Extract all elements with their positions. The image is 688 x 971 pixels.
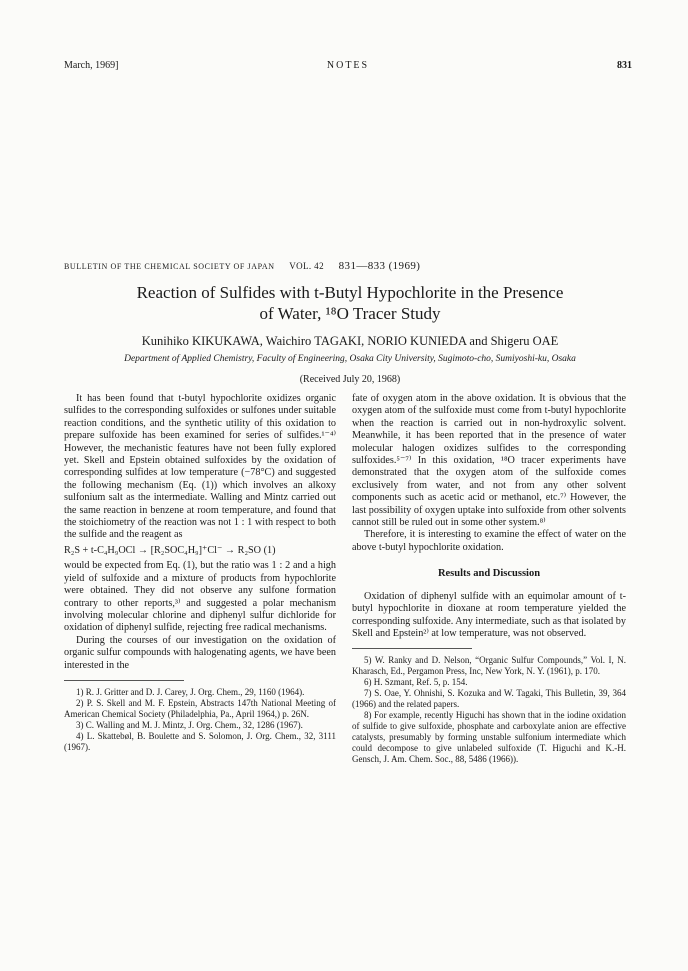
footnotes-right [352,655,626,765]
paragraph: would be expected from Eq. (1), but the ratio was 1 : 2 and a high yield of sulfoxide and a mixture of products from hypochlorite were obtained. They did not observe any sulfone formation contrary to other reports,³⁾ and suggested a polar mechanism involving molecular chlorine and diphenyl sulfur dichloride for oxidation of diphenyl sulfide, rejecting free radical mechanisms. [64,560,336,634]
equation-1: R₂S + t-C₄H₉OCl → [R₂SOC₄H₉]⁺Cl⁻ → R₂SO (1) [64,544,276,556]
journal-citation-line [64,260,644,272]
footnotes-left [64,687,336,753]
running-head-section: NOTES [326,60,370,71]
footnote: 1) R. J. Gritter and D. J. Carey, J. Org. Chem., 29, 1160 (1964). [76,686,305,697]
footnote: 7) S. Oae, Y. Ohnishi, S. Kozuka and W. Tagaki, This Bulletin, 39, 364 (1966) and the related papers. [352,688,626,710]
footnote: 8) For example, recently Higuchi has shown that in the iodine oxidation of sulfide to give sulfoxide, phosphate and carboxylate anion are effective catalysts, presumably by forming unstable sulfonium intermediate which could decompose to give unlabeled sulfoxide (T. Higuchi and K.-H. Gensch, J. Am. Chem. Soc., 88, 5486 (1966)). [352,710,626,765]
journal-pages: 831—833 (1969) [338,260,421,272]
paragraph: It has been found that t-butyl hypochlorite oxidizes organic sulfides to the corresponding sulfoxides or sulfones under suitable reaction conditions, and the synthetic utility of this oxidation to prepare sulfoxide has been examined for series of sulfides.¹⁻⁴⁾ However, the mechanistic features have not been fully explored yet. Skell and Epstein obtained sulfoxides by the oxidation of corresponding sulfides at low temperature (−78°C) and suggested the following mechanism (Eq. (1)) which involves an alkoxy sulfonium salt as the intermediate. Walling and Mintz carried out the same reaction in benzene at room temperature, and found that the stoichiometry of the reaction was not 1 : 1 with respect to both the sulfide and the reagent as [64,393,336,541]
footnote: 2) P. S. Skell and M. F. Epstein, Abstracts 147th National Meeting of American Chemical Society (Philadelphia, Pa., April 1964,) p. 26N. [64,697,336,719]
running-head [64,60,632,74]
journal-name: BULLETIN OF THE CHEMICAL SOCIETY OF JAPAN [64,262,275,271]
footnote-rule [352,648,472,649]
footnote: 6) H. Szmant, Ref. 5, p. 154. [364,677,468,688]
footnote-rule [64,680,184,681]
paragraph: fate of oxygen atom in the above oxidation. It is obvious that the oxygen atom of the sulfoxide must come from t-butyl hypochlorite when the reaction is carried out in non-hydroxylic solvent. Meanwhile, it has been reported that in the presence of water molecular halogen oxidizes sulfides to the corresponding sulfoxides.⁵⁻⁷⁾ In this oxidation, ¹⁸O tracer experiments have demonstrated that the oxygen atom of the sulfoxide comes exclusively from water, and not from any other solvent components such as acetic acid or methanol, etc.⁷⁾ However, the last possibility of oxygen uptake into sulfoxide from other solvents cannot still be ruled out in some other system.⁸⁾ [352,393,626,529]
paragraph: During the courses of our investigation on the oxidation of organic sulfur compounds with halogenating agents, we have been interested in the [64,634,336,671]
authors: Kunihiko KIKUKAWA, Waichiro TAGAKI, NORIO KUNIEDA and Shigeru OAE [141,334,559,348]
section-heading: Results and Discussion [437,568,541,580]
page-number: 831 [617,60,632,71]
received-date: (Received July 20, 1968) [299,374,401,385]
footnote: 3) C. Walling and M. J. Mintz, J. Org. Chem., 32, 1286 (1967). [76,719,303,730]
article-title [60,282,640,324]
paragraph: Therefore, it is interesting to examine the effect of water on the above t-butyl hypochlorite oxidation. [352,529,626,553]
paragraph: Oxidation of diphenyl sulfide with an equimolar amount of t-butyl hypochlorite in dioxane at room temperature yielded the corresponding sulfoxide. Any intermediate, such as that isolated by Skell and Epstein²⁾ at low temperature, was not observed. [352,590,626,639]
footnote: 5) W. Ranky and D. Nelson, “Organic Sulfur Compounds,” Vol. I, N. Kharasch, Ed., Pergamon Press, Inc, New York, N. Y. (1961), p. 170. [352,655,626,677]
footnote: 4) L. Skattebøl, B. Boulette and S. Solomon, J. Org. Chem., 32, 3111 (1967). [64,730,336,752]
title-line-1: Reaction of Sulfides with t-Butyl Hypochlorite in the Presence [136,283,564,302]
title-line-2: of Water, ¹⁸O Tracer Study [259,304,441,323]
journal-volume: VOL. 42 [289,261,324,271]
affiliation: Department of Applied Chemistry, Faculty of Engineering, Osaka City University, Sugimoto-cho, Sumiyoshi-ku, Osaka [124,354,576,364]
running-head-date: March, 1969] [64,60,119,71]
left-column [64,393,336,753]
right-column [352,393,626,765]
